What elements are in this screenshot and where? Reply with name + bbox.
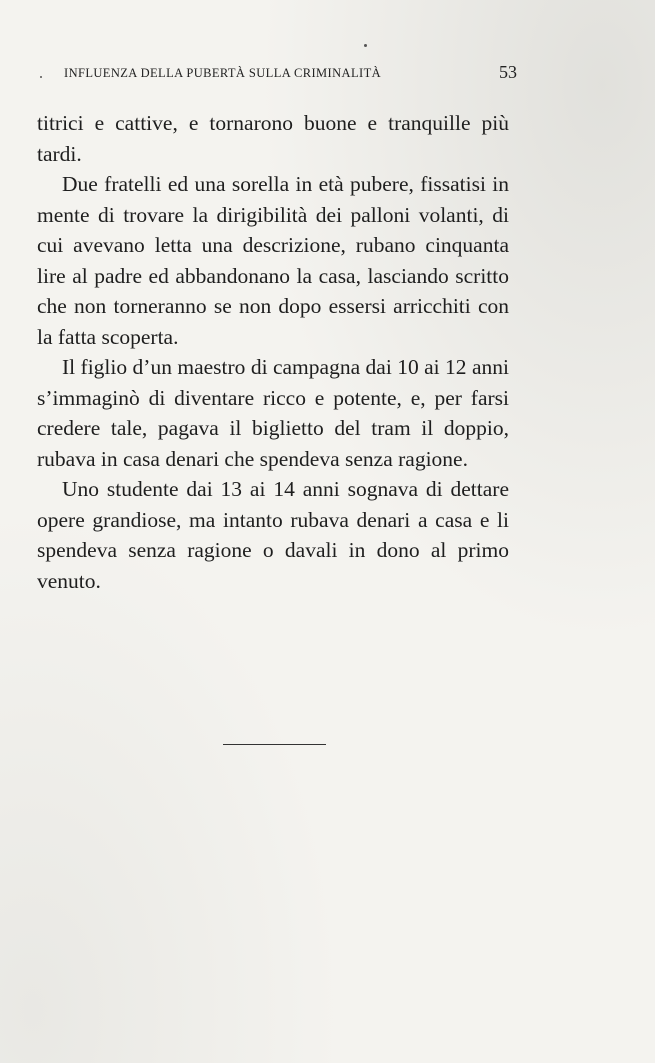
body-text (37, 108, 509, 596)
section-end-rule (223, 744, 326, 745)
paragraph: Uno studente dai 13 ai 14 anni sognava di dettare opere grandiose, ma intanto rubava denari a casa e li spendeva senza ragione o davali in dono al primo venuto. (37, 477, 509, 593)
page-number: 53 (499, 62, 517, 82)
page-header (62, 62, 517, 88)
paragraph: titrici e cattive, e tornarono buone e tranquille più tardi. (37, 111, 509, 166)
ink-speck (40, 76, 42, 78)
paragraph: Il figlio d’un maestro di campagna dai 10 ai 12 anni s’immaginò di diventare ricco e potente, e, per farsi credere tale, pagava il biglietto del tram il doppio, rubava in casa denari che spendeva senza ragione. (37, 355, 509, 471)
ink-speck (364, 44, 367, 47)
running-title: INFLUENZA DELLA PUBERTÀ SULLA CRIMINALITÀ (64, 66, 382, 80)
paragraph: Due fratelli ed una sorella in età pubere, fissatisi in mente di trovare la dirigibilità dei palloni volanti, di cui avevano letta una descrizione, rubano cinquanta lire al padre ed abbandonano la casa, lasciando scritto che non torneranno se non dopo essersi arricchiti con la fatta scoperta. (37, 172, 509, 349)
